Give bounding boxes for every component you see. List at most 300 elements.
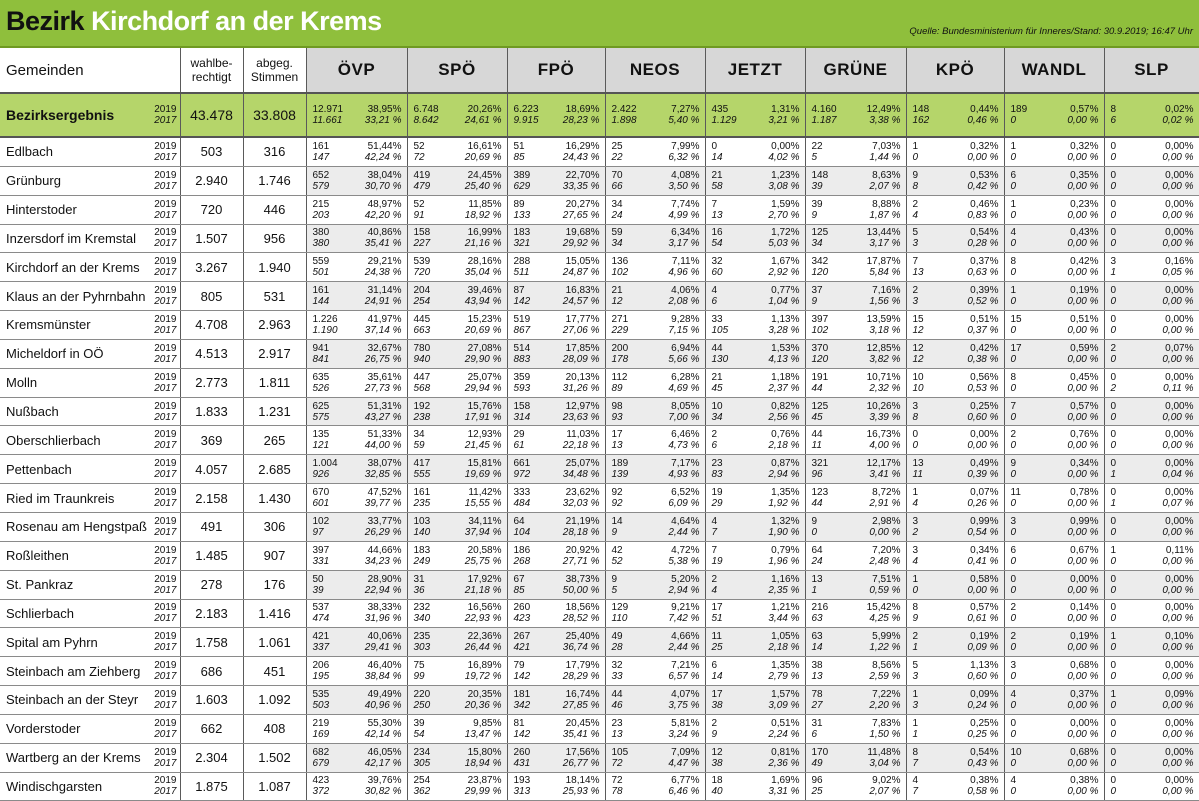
votes: [514, 487, 531, 509]
percent-2019: 0,49%: [970, 458, 999, 470]
percent-2017: 42,24 %: [364, 151, 402, 163]
votes: [812, 458, 829, 480]
party-result-cell: [605, 397, 705, 426]
percent-2017: 28,09 %: [562, 353, 600, 365]
percent-2019: 11,03%: [566, 429, 600, 441]
year-previous: 2017: [154, 498, 177, 510]
votes-2017: 4: [912, 209, 919, 221]
party-result-cell: [306, 137, 407, 166]
party-result-cell: [1004, 339, 1104, 368]
percent-2017: 5,84 %: [869, 267, 901, 279]
percent: [1162, 141, 1193, 163]
percent-2017: 0,00 %: [1067, 382, 1099, 394]
votes-2017: 9: [811, 209, 818, 221]
percent-2017: 42,17 %: [364, 757, 402, 769]
year-labels: [154, 429, 176, 451]
percent-2019: 1,59%: [771, 198, 800, 210]
votes-2017: 12: [912, 353, 924, 365]
votes-2019: 625: [312, 400, 330, 412]
percent: [967, 718, 998, 740]
percent-2019: 27,08%: [467, 342, 502, 354]
percent-2017: 22,94 %: [364, 584, 402, 596]
party-result-cell: [407, 426, 507, 455]
percent-2019: 17,92%: [467, 573, 502, 585]
votes: [1111, 401, 1117, 423]
percent: [768, 747, 799, 769]
votes-2019: 514: [513, 342, 531, 354]
votes: [612, 256, 629, 278]
votes: [712, 170, 723, 192]
percent-2017: 3,38 %: [869, 115, 901, 126]
votes-2017: 1.190: [312, 324, 338, 336]
votes: [514, 141, 525, 163]
table-row: [0, 195, 1199, 224]
municipality-cell: [0, 570, 180, 599]
votes-2017: 133: [513, 209, 531, 221]
votes: [913, 718, 919, 740]
party-result-cell: [507, 772, 605, 801]
votes-2019: 0: [1110, 458, 1117, 470]
party-result-cell: [605, 339, 705, 368]
percent: [1067, 747, 1098, 769]
votes: [414, 516, 431, 538]
votes-cast: 2.917: [243, 339, 306, 368]
votes-2019: 216: [811, 602, 829, 614]
percent: [869, 545, 900, 567]
year-labels: [154, 401, 176, 423]
percent: [867, 458, 901, 480]
party-result-cell: [306, 282, 407, 311]
percent: [465, 401, 502, 423]
party-result-cell: [605, 657, 705, 686]
votes-2017: 66: [611, 180, 623, 192]
votes: [712, 660, 723, 682]
percent-2019: 48,97%: [367, 198, 402, 210]
percent-2017: 27,73 %: [364, 382, 402, 394]
percent: [563, 227, 600, 249]
percent-2017: 3,17 %: [869, 238, 901, 250]
percent-2017: 0,00 %: [1162, 642, 1194, 654]
votes-2017: 10: [912, 382, 924, 394]
votes-2017: 1: [1110, 498, 1117, 510]
votes: [913, 372, 924, 394]
party-result-cell: [1004, 541, 1104, 570]
party-result-cell: [906, 541, 1004, 570]
municipality-name: Wartberg an der Krems: [6, 750, 141, 766]
percent: [869, 775, 900, 797]
percent-2019: 16,74%: [565, 688, 600, 700]
percent-2019: 15,76%: [467, 400, 502, 412]
percent: [563, 545, 600, 567]
votes-cast: 1.430: [243, 484, 306, 513]
year-labels: [154, 747, 176, 769]
percent-2017: 0,00 %: [1162, 757, 1194, 769]
percent-2017: 0,00 %: [1067, 699, 1099, 711]
votes-2019: 96: [811, 775, 823, 787]
percent-2017: 4,02 %: [768, 151, 800, 163]
votes: [1111, 285, 1117, 307]
votes-2017: 54: [413, 728, 425, 740]
votes-2019: 0: [1110, 660, 1117, 672]
votes-2017: 314: [513, 411, 531, 423]
votes: [913, 602, 919, 624]
table-row: [0, 224, 1199, 253]
votes-2019: 661: [513, 458, 531, 470]
party-result-cell: [805, 311, 906, 340]
percent: [768, 631, 799, 653]
votes-2017: 0: [1110, 526, 1117, 538]
percent-2017: 40,96 %: [364, 699, 402, 711]
votes: [1111, 631, 1117, 653]
municipality-cell: [0, 599, 180, 628]
municipality-name: Bezirksergebnis: [6, 107, 115, 123]
votes: [1111, 141, 1117, 163]
votes: [1011, 602, 1017, 624]
votes-2019: 0: [1110, 429, 1117, 441]
votes-2019: 0: [1110, 717, 1117, 729]
party-result-cell: [1104, 512, 1199, 541]
votes: [1111, 487, 1117, 509]
votes-2017: 0: [1010, 671, 1017, 683]
votes-2019: 12: [912, 342, 924, 354]
year-previous: 2017: [154, 642, 177, 654]
votes-2019: 260: [513, 602, 531, 614]
percent-2019: 39,76%: [367, 775, 402, 787]
percent: [1067, 689, 1098, 711]
percent-2019: 0,07%: [1165, 342, 1194, 354]
votes: [514, 401, 531, 423]
votes: [1111, 343, 1117, 365]
votes-2019: 232: [413, 602, 431, 614]
percent-2019: 38,33%: [367, 602, 402, 614]
percent-2017: 0,02 %: [1162, 115, 1194, 126]
percent: [1067, 401, 1098, 423]
percent-2019: 0,54%: [970, 746, 999, 758]
votes: [1111, 199, 1117, 221]
percent-2017: 3,75 %: [668, 699, 700, 711]
percent-2019: 7,03%: [872, 140, 901, 152]
votes-2017: 72: [611, 757, 623, 769]
votes-2019: 4: [1010, 775, 1017, 787]
votes: [1011, 256, 1017, 278]
votes-2017: 140: [413, 526, 431, 538]
percent-2017: 0,00 %: [1067, 757, 1099, 769]
votes: [1011, 401, 1017, 423]
municipality-name: Oberschlierbach: [6, 432, 101, 448]
percent: [563, 574, 600, 596]
percent: [1067, 343, 1098, 365]
party-result-cell: [1104, 137, 1199, 166]
percent-2017: 0,00 %: [1067, 555, 1099, 567]
percent: [365, 718, 402, 740]
votes: [612, 141, 623, 163]
percent-2017: 2,48 %: [869, 555, 901, 567]
votes-2017: 5: [811, 151, 818, 163]
votes-2019: 2: [912, 285, 919, 297]
percent-2017: 24,57 %: [562, 296, 600, 308]
votes: [414, 104, 439, 126]
percent-2017: 21,16 %: [464, 238, 502, 250]
votes-2017: 54: [711, 238, 723, 250]
votes-2019: 271: [611, 313, 629, 325]
votes-2017: 1: [912, 642, 919, 654]
percent: [967, 458, 998, 480]
percent-2017: 33,21 %: [364, 115, 402, 126]
eligible-voters: 2.158: [180, 484, 243, 513]
municipality-cell: [0, 224, 180, 253]
votes-2019: 29: [513, 429, 525, 441]
votes: [414, 372, 431, 394]
eligible-voters: 720: [180, 195, 243, 224]
percent-2017: 0,60 %: [967, 411, 999, 423]
municipality-name: Vorderstoder: [6, 721, 81, 737]
percent-2019: 1,31%: [771, 104, 800, 115]
percent-2019: 19,68%: [565, 227, 600, 239]
votes-2019: 11: [711, 631, 722, 643]
table-row: [0, 772, 1199, 801]
party-result-cell: [605, 686, 705, 715]
percent: [668, 458, 699, 480]
percent-2017: 0,83 %: [967, 209, 999, 221]
percent: [668, 170, 699, 192]
party-result-cell: [605, 426, 705, 455]
votes: [812, 602, 829, 624]
percent-2017: 0,00 %: [1162, 555, 1194, 567]
year-labels: [154, 256, 176, 278]
percent-2019: 6,77%: [671, 775, 700, 787]
percent-2019: 10,71%: [866, 371, 901, 383]
col-party: SPÖ: [407, 48, 507, 93]
percent: [563, 343, 600, 365]
percent-2019: 0,00%: [1165, 746, 1194, 758]
percent: [1162, 314, 1193, 336]
votes: [514, 170, 531, 192]
party-result-cell: [906, 311, 1004, 340]
percent-2019: 1,35%: [771, 660, 800, 672]
percent: [967, 227, 998, 249]
votes-2019: 25: [611, 140, 623, 152]
votes: [913, 141, 919, 163]
year-labels: [154, 227, 176, 249]
party-result-cell: [805, 195, 906, 224]
votes: [313, 199, 330, 221]
votes-2019: 204: [413, 285, 431, 297]
votes-2017: 0: [1010, 180, 1017, 192]
party-result-cell: [306, 628, 407, 657]
votes-2019: 102: [312, 515, 330, 527]
party-result-cell: [507, 311, 605, 340]
votes-cast: 451: [243, 657, 306, 686]
votes: [812, 141, 823, 163]
party-result-cell: [605, 137, 705, 166]
percent-2017: 1,04 %: [768, 296, 800, 308]
party-result-cell: [805, 484, 906, 513]
party-result-cell: [906, 282, 1004, 311]
votes: [712, 747, 723, 769]
col-party: SLP: [1104, 48, 1199, 93]
percent-2019: 12,97%: [565, 400, 600, 412]
year-current: 2019: [154, 487, 177, 499]
votes: [812, 227, 829, 249]
votes-2019: 2: [1010, 429, 1017, 441]
party-result-cell: [306, 484, 407, 513]
table-row: [0, 714, 1199, 743]
votes: [514, 747, 531, 769]
votes-2017: 7: [711, 526, 718, 538]
percent-2017: 3,09 %: [768, 699, 800, 711]
percent: [768, 285, 799, 307]
votes-2019: 389: [513, 169, 531, 181]
votes: [414, 747, 431, 769]
percent: [867, 429, 901, 451]
votes-2017: 342: [513, 699, 531, 711]
percent-2019: 15,23%: [467, 313, 502, 325]
votes-2019: 52: [413, 140, 425, 152]
year-current: 2019: [154, 775, 177, 787]
percent: [563, 372, 600, 394]
percent-2019: 0,11%: [1165, 544, 1194, 556]
percent-2019: 0,00%: [1165, 660, 1194, 672]
votes-2019: 4: [1010, 688, 1017, 700]
municipality-name: Steinbach am Ziehberg: [6, 663, 141, 679]
percent-2017: 0,26 %: [967, 498, 999, 510]
votes-2017: 0: [1010, 555, 1017, 567]
votes-2019: 8: [1010, 371, 1017, 383]
votes-2019: 423: [312, 775, 330, 787]
votes: [612, 314, 629, 336]
percent-2019: 5,20%: [671, 573, 700, 585]
percent-2019: 0,00%: [1165, 429, 1194, 441]
percent-2019: 0,81%: [771, 746, 800, 758]
votes: [1011, 689, 1017, 711]
party-result-cell: [805, 166, 906, 195]
percent-2019: 9,21%: [671, 602, 700, 614]
percent-2019: 0,35%: [1070, 169, 1099, 181]
percent-2017: 0,00 %: [1162, 324, 1194, 336]
votes: [313, 372, 330, 394]
percent-2019: 28,90%: [367, 573, 402, 585]
votes-2017: 972: [513, 469, 531, 481]
party-result-cell: [407, 195, 507, 224]
party-result-cell: [1104, 93, 1199, 137]
percent: [465, 574, 502, 596]
percent-2019: 0,00%: [1165, 285, 1194, 297]
percent-2019: 38,04%: [367, 169, 402, 181]
percent-2017: 25,93 %: [562, 786, 600, 798]
votes: [712, 104, 737, 126]
votes-2019: 39: [413, 717, 425, 729]
percent: [869, 285, 900, 307]
percent: [1067, 429, 1098, 451]
percent-2017: 2,91 %: [869, 498, 901, 510]
percent-2019: 0,00%: [1165, 487, 1194, 499]
party-result-cell: [605, 599, 705, 628]
votes-2017: 0: [1010, 469, 1017, 481]
percent-2019: 1,16%: [771, 573, 800, 585]
municipality-cell: [0, 541, 180, 570]
percent-2019: 11,85%: [468, 198, 502, 210]
votes-2017: 169: [312, 728, 330, 740]
votes-2019: 52: [413, 198, 425, 210]
percent-2017: 3,41 %: [869, 469, 901, 481]
votes-2017: 423: [513, 613, 531, 625]
votes: [514, 631, 531, 653]
votes: [712, 141, 723, 163]
percent-2017: 0,58 %: [967, 786, 999, 798]
percent-2019: 24,45%: [467, 169, 502, 181]
percent-2019: 10,26%: [866, 400, 901, 412]
percent-2017: 0,00 %: [1067, 151, 1099, 163]
party-result-cell: [407, 628, 507, 657]
percent-2017: 29,90 %: [464, 353, 502, 365]
percent-2017: 3,50 %: [668, 180, 700, 192]
votes-2019: 6: [711, 660, 718, 672]
percent: [465, 104, 502, 126]
year-previous: 2017: [154, 469, 177, 481]
party-result-cell: [705, 93, 805, 137]
year-previous: 2017: [154, 757, 177, 769]
municipality-name: Grünburg: [6, 173, 61, 189]
municipality-name: Nußbach: [6, 404, 59, 420]
votes-2017: 5: [611, 584, 618, 596]
percent-2017: 42,14 %: [364, 728, 402, 740]
percent: [668, 256, 699, 278]
percent-2017: 37,94 %: [464, 526, 502, 538]
percent-2019: 23,62%: [565, 487, 600, 499]
percent: [465, 429, 502, 451]
votes-2017: 14: [711, 151, 723, 163]
votes: [712, 199, 723, 221]
votes-2017: 305: [413, 757, 431, 769]
votes-2019: 59: [611, 227, 623, 239]
votes: [414, 775, 431, 797]
percent: [563, 487, 600, 509]
votes-2017: 249: [413, 555, 431, 567]
votes-2019: 0: [1110, 313, 1117, 325]
votes-cast: 265: [243, 426, 306, 455]
votes: [612, 343, 629, 365]
percent: [668, 285, 699, 307]
votes-2017: 421: [513, 642, 531, 654]
percent-2019: 8,72%: [872, 487, 901, 499]
percent-2019: 33,77%: [367, 515, 402, 527]
votes-2017: 0: [1010, 411, 1017, 423]
percent-2019: 47,52%: [367, 487, 402, 499]
party-result-cell: [805, 397, 906, 426]
percent: [1162, 170, 1193, 192]
percent: [365, 487, 402, 509]
percent-2017: 6,57 %: [668, 671, 700, 683]
percent: [1162, 689, 1193, 711]
percent-2019: 38,95%: [367, 104, 402, 115]
percent-2019: 22,36%: [467, 631, 502, 643]
party-result-cell: [507, 512, 605, 541]
eligible-voters: 4.708: [180, 311, 243, 340]
year-current: 2019: [154, 313, 177, 325]
percent: [465, 458, 502, 480]
votes-2019: 2: [1010, 602, 1017, 614]
votes: [1011, 285, 1017, 307]
percent-2019: 22,70%: [565, 169, 600, 181]
percent: [1162, 631, 1193, 653]
votes-2017: 13: [811, 671, 823, 683]
year-previous: 2017: [154, 411, 177, 423]
votes-2019: 535: [312, 688, 330, 700]
votes-2017: 1.898: [611, 115, 637, 126]
percent-2017: 0,61 %: [967, 613, 999, 625]
percent-2019: 38,73%: [565, 573, 600, 585]
party-result-cell: [906, 137, 1004, 166]
